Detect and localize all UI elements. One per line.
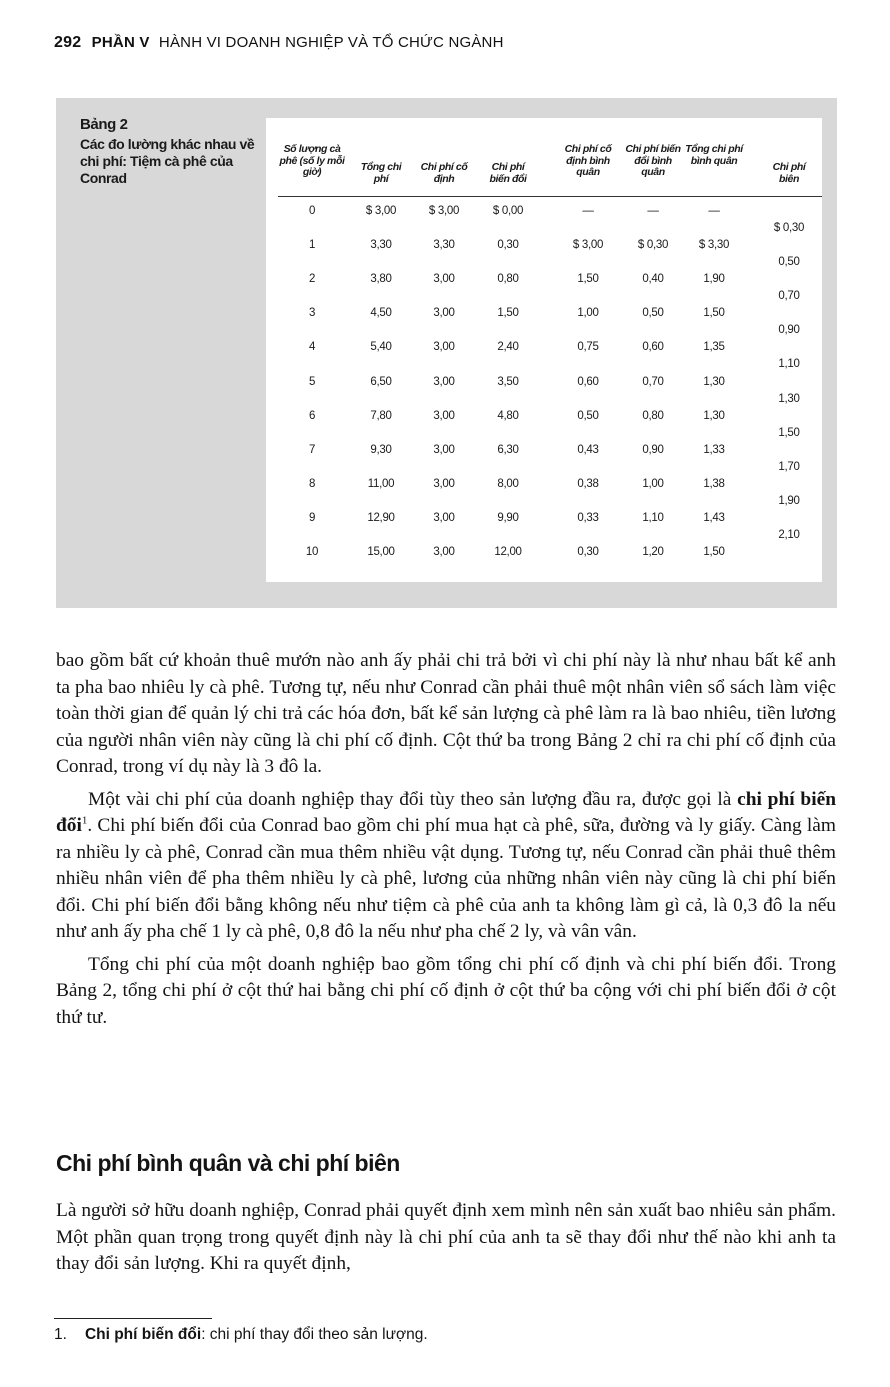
table-cell: 3: [308, 307, 316, 320]
cost-table: [266, 118, 822, 582]
paragraph: Tổng chi phí của một doanh nghiệp bao gồm tổng chi phí cố định và chi phí biến đổi. Trong Bảng 2, tổng chi phí ở cột thứ hai bằng chi phí cố định ở cột thứ ba cộng với chi phí biến đổi ở cột thứ tư.: [56, 953, 836, 1028]
table-cell: 1,50: [703, 307, 725, 320]
table-cell: $ 3,30: [698, 239, 730, 252]
table-cell: 3,00: [433, 443, 455, 456]
table-cell: 1,50: [703, 546, 725, 558]
table-cell: 3,30: [433, 239, 455, 252]
table-cell: 2,40: [497, 341, 519, 354]
defined-term: chi phí biến đổi: [56, 788, 836, 836]
table-cell: 2: [308, 273, 316, 286]
table-cell: 3,30: [370, 239, 392, 252]
table-cell: 1,50: [497, 307, 519, 320]
running-head: [54, 34, 504, 52]
table-cell: 6,50: [370, 375, 392, 388]
table-cell: 4,50: [370, 307, 392, 320]
footnote-number: 1.: [54, 1326, 67, 1343]
table-column-header: Tổng chi phí bình quân: [685, 143, 743, 167]
paragraph-text: Một vài chi phí của doanh nghiệp thay đổi tùy theo sản lượng đầu ra, được gọi là: [88, 788, 738, 810]
table-cell: 1,30: [703, 375, 725, 388]
table-cell: 0,38: [577, 477, 599, 490]
table-cell: 1,00: [642, 477, 664, 490]
table-cell: 0,33: [577, 511, 599, 524]
marginal-cost-cell: 0,70: [778, 290, 800, 303]
table-column-header: Chi phí cố định: [420, 161, 468, 185]
table-cell: 11,00: [367, 477, 395, 490]
table-cell: 0,80: [642, 409, 664, 422]
table-cell: 0,60: [577, 375, 599, 388]
table-cell: $ 0,00: [492, 205, 524, 217]
table-cell: 1,10: [642, 511, 664, 524]
table-cell: 3,00: [433, 307, 455, 320]
paragraph: bao gồm bất cứ khoản thuê mướn nào anh ấy phải chi trả bởi vì chi phí này là như nhau bất kể anh ta pha bao nhiêu ly cà phê. Tương tự, nếu như Conrad cần phải thuê một nhân viên sổ sách làm việc toàn thời gian để quản lý chi trả các hóa đơn, bất kể sản lượng cà phê làm ra là bao nhiêu, tiền lương của người nhân viên này cũng là chi phí cố định. Cột thứ ba trong Bảng 2 chỉ ra chi phí cố định của Conrad, trong ví dụ này là 3 đô la.: [56, 650, 836, 777]
table-cell: 9,90: [497, 511, 519, 524]
table-cell: 3,00: [433, 409, 455, 422]
table-cell: 3,50: [497, 375, 519, 388]
table-cell: 1,50: [577, 273, 599, 286]
table-cell: 0,50: [577, 409, 599, 422]
table-cell: 5,40: [370, 341, 392, 354]
table-cell: 1,30: [703, 409, 725, 422]
table-cell: 9: [308, 511, 316, 524]
table-cell: 0,60: [642, 341, 664, 354]
table-cell: 6,30: [497, 443, 519, 456]
table-cell: 4,80: [497, 409, 519, 422]
table-cell: 5: [308, 375, 316, 388]
table-column-header: Chi phí biến đổi bình quân: [625, 143, 681, 178]
table-cell: 1,43: [703, 511, 725, 524]
table-cell: 0,70: [642, 375, 664, 388]
marginal-cost-cell: 0,90: [778, 324, 800, 337]
footnote: [54, 1326, 428, 1344]
marginal-cost-cell: 1,70: [778, 460, 800, 473]
table-cell: 3,00: [433, 341, 455, 354]
table-cell: 1,20: [642, 546, 664, 558]
table-cell: 0,80: [497, 273, 519, 286]
paragraph-text: . Chi phí biến đổi của Conrad bao gồm chi phí mua hạt cà phê, sữa, đường và ly giấy. Càng làm ra nhiều ly cà phê, Conrad cần mua thêm nhiều vật dụng. Tương tự, nếu Conrad cần phải thuê thêm nhiều nhân viên để pha thêm nhiều ly cà phê, lương của những nhân viên này cũng là chi phí biến đổi. Chi phí biến đổi bằng không nếu như tiệm cà phê của anh ta không làm gì cả, là 0,3 đô la nếu như anh ấy pha chế 1 ly cà phê, 0,8 đô la nếu như pha chế 2 ly, và vân vân.: [56, 815, 836, 942]
body-text: [56, 648, 836, 1037]
table-cell: $ 3,00: [428, 205, 460, 217]
marginal-cost-cell: 1,90: [778, 494, 800, 507]
table-cell: 1,90: [703, 273, 725, 286]
table-cell: 1,38: [703, 477, 725, 490]
table-cell: $ 3,00: [365, 205, 397, 217]
table-cell: 3,00: [433, 511, 455, 524]
footnote-text: : chi phí thay đổi theo sản lượng.: [201, 1326, 428, 1343]
table-cell: 7,80: [370, 409, 392, 422]
footnote-ref: 1: [81, 814, 88, 827]
table-caption-text: Các đo lường khác nhau về chi phí: Tiệm cà phê của Conrad: [80, 136, 255, 186]
table-cell: 1,33: [703, 443, 725, 456]
table-cell: 3,80: [370, 273, 392, 286]
table-cell: 6: [308, 409, 316, 422]
table-cell: 9,30: [370, 443, 392, 456]
table-cell: 0: [308, 205, 316, 217]
table-cell: 7: [308, 443, 316, 456]
footnote-rule: [54, 1318, 212, 1319]
marginal-cost-cell: 0,50: [778, 256, 800, 269]
marginal-cost-cell: 2,10: [778, 528, 800, 541]
page-number: 292: [54, 34, 82, 51]
table-cell: 0,43: [577, 443, 599, 456]
table-cell: 1,35: [703, 341, 725, 354]
table-cell: —: [708, 205, 720, 217]
marginal-cost-cell: 1,50: [778, 426, 800, 439]
paragraph: [56, 787, 836, 946]
table-cell: —: [647, 205, 659, 217]
chapter-title: HÀNH VI DOANH NGHIỆP VÀ TỔ CHỨC NGÀNH: [158, 34, 504, 51]
table-cell: 10: [305, 546, 319, 558]
table-column-header: Chi phí biên: [772, 161, 806, 185]
section-heading: Chi phí bình quân và chi phí biên: [56, 1150, 400, 1176]
table-cell: 1,00: [577, 307, 599, 320]
table-cell: $ 0,30: [637, 239, 669, 252]
part-label: PHẦN V: [91, 34, 150, 51]
table-cell: 3,00: [433, 273, 455, 286]
table-cell: 1: [308, 239, 316, 252]
table-column-header: Chi phí cố định bình quân: [564, 143, 612, 178]
table-cell: 0,90: [642, 443, 664, 456]
table-cell: 3,00: [433, 546, 455, 558]
body-text: [56, 1198, 836, 1278]
marginal-cost-cell: 1,30: [778, 392, 800, 405]
table-cell: 15,00: [367, 546, 395, 558]
table-cell: 12,90: [367, 511, 395, 524]
table-cell: 8,00: [497, 477, 519, 490]
table-cell: 12,00: [494, 546, 522, 558]
footnote-term: Chi phí biến đổi: [84, 1326, 202, 1343]
table-cell: —: [582, 205, 594, 217]
table-column-header: Tổng chi phí: [360, 161, 402, 185]
table-cell: 0,40: [642, 273, 664, 286]
table-cell: 3,00: [433, 477, 455, 490]
table-cell: 0,50: [642, 307, 664, 320]
table-cell: 0,75: [577, 341, 599, 354]
table-caption: [80, 116, 260, 187]
table-column-header: Số lượng cà phê (số ly mỗi giờ): [279, 143, 345, 178]
table-cell: 0,30: [497, 239, 519, 252]
table-header-rule: [278, 196, 822, 197]
table-cell: $ 3,00: [572, 239, 604, 252]
marginal-cost-cell: 1,10: [778, 358, 800, 371]
table-cell: 3,00: [433, 375, 455, 388]
table-cell: 4: [308, 341, 316, 354]
paragraph: Là người sở hữu doanh nghiệp, Conrad phải quyết định xem mình nên sản xuất bao nhiêu sản phẩm. Một phần quan trọng trong quyết định này là chi phí của anh ta sẽ thay đổi như thế nào khi anh ta thay đổi sản lượng. Khi ra quyết định,: [56, 1200, 836, 1274]
table-label: Bảng 2: [80, 116, 128, 133]
table-column-header: Chi phí biến đổi: [489, 161, 527, 185]
table-cell: 8: [308, 477, 316, 490]
marginal-cost-cell: $ 0,30: [773, 222, 805, 234]
table-cell: 0,30: [577, 546, 599, 558]
